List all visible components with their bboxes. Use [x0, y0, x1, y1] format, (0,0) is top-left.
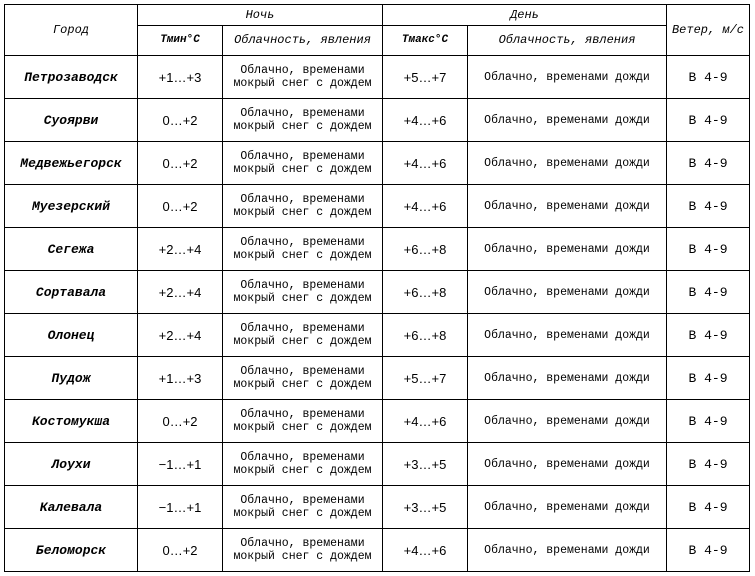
header-night: Ночь [138, 5, 383, 26]
cell-tmin: +2…+4 [138, 271, 223, 314]
header-cloud-day: Облачность, явления [468, 26, 667, 56]
cell-city: Медвежьегорск [5, 142, 138, 185]
cell-tmin: +1…+3 [138, 357, 223, 400]
cell-city: Калевала [5, 486, 138, 529]
cell-day-cloud: Облачно, временами дожди [468, 228, 667, 271]
cell-tmax: +5…+7 [383, 357, 468, 400]
cell-tmin: 0…+2 [138, 400, 223, 443]
cell-day-cloud: Облачно, временами дожди [468, 185, 667, 228]
cell-city: Костомукша [5, 400, 138, 443]
table-row [5, 56, 750, 99]
table-row [5, 228, 750, 271]
cell-city: Сегежа [5, 228, 138, 271]
cell-city: Муезерский [5, 185, 138, 228]
table-row [5, 400, 750, 443]
cell-tmin: 0…+2 [138, 185, 223, 228]
table-row [5, 529, 750, 572]
cell-wind: В 4-9 [667, 529, 750, 572]
cell-tmax: +4…+6 [383, 185, 468, 228]
cell-tmin: 0…+2 [138, 142, 223, 185]
cell-wind: В 4-9 [667, 142, 750, 185]
cell-wind: В 4-9 [667, 314, 750, 357]
cell-night-cloud: Облачно, временами мокрый снег с дождем [223, 400, 383, 443]
cell-day-cloud: Облачно, временами дожди [468, 99, 667, 142]
cell-tmax: +4…+6 [383, 529, 468, 572]
table-row [5, 443, 750, 486]
cell-city: Сортавала [5, 271, 138, 314]
cell-day-cloud: Облачно, временами дожди [468, 529, 667, 572]
table-body [5, 56, 750, 572]
cell-night-cloud: Облачно, временами мокрый снег с дождем [223, 529, 383, 572]
cell-wind: В 4-9 [667, 486, 750, 529]
header-cloud-night: Облачность, явления [223, 26, 383, 56]
cell-wind: В 4-9 [667, 443, 750, 486]
cell-night-cloud: Облачно, временами мокрый снег с дождем [223, 314, 383, 357]
cell-tmin: −1…+1 [138, 443, 223, 486]
table-row [5, 314, 750, 357]
cell-tmax: +4…+6 [383, 142, 468, 185]
table-row [5, 99, 750, 142]
cell-day-cloud: Облачно, временами дожди [468, 400, 667, 443]
cell-tmin: +2…+4 [138, 228, 223, 271]
cell-city: Суоярви [5, 99, 138, 142]
cell-tmax: +4…+6 [383, 400, 468, 443]
cell-day-cloud: Облачно, временами дожди [468, 142, 667, 185]
cell-city: Олонец [5, 314, 138, 357]
cell-day-cloud: Облачно, временами дожди [468, 486, 667, 529]
cell-night-cloud: Облачно, временами мокрый снег с дождем [223, 357, 383, 400]
cell-tmin: +2…+4 [138, 314, 223, 357]
cell-tmin: −1…+1 [138, 486, 223, 529]
cell-day-cloud: Облачно, временами дожди [468, 443, 667, 486]
cell-night-cloud: Облачно, временами мокрый снег с дождем [223, 56, 383, 99]
header-day: День [383, 5, 667, 26]
cell-city: Пудож [5, 357, 138, 400]
forecast-table [4, 4, 750, 572]
cell-wind: В 4-9 [667, 271, 750, 314]
cell-wind: В 4-9 [667, 400, 750, 443]
cell-tmax: +6…+8 [383, 314, 468, 357]
cell-wind: В 4-9 [667, 185, 750, 228]
cell-tmax: +6…+8 [383, 228, 468, 271]
cell-night-cloud: Облачно, временами мокрый снег с дождем [223, 443, 383, 486]
cell-city: Петрозаводск [5, 56, 138, 99]
cell-city: Лоухи [5, 443, 138, 486]
header-tmin: Тмин°С [138, 26, 223, 56]
header-city: Город [5, 5, 138, 56]
cell-tmax: +4…+6 [383, 99, 468, 142]
cell-day-cloud: Облачно, временами дожди [468, 271, 667, 314]
cell-tmax: +3…+5 [383, 443, 468, 486]
cell-night-cloud: Облачно, временами мокрый снег с дождем [223, 99, 383, 142]
cell-day-cloud: Облачно, временами дожди [468, 56, 667, 99]
table-row [5, 486, 750, 529]
cell-day-cloud: Облачно, временами дожди [468, 357, 667, 400]
cell-wind: В 4-9 [667, 228, 750, 271]
table-row [5, 142, 750, 185]
table-row [5, 357, 750, 400]
cell-night-cloud: Облачно, временами мокрый снег с дождем [223, 185, 383, 228]
cell-wind: В 4-9 [667, 56, 750, 99]
cell-night-cloud: Облачно, временами мокрый снег с дождем [223, 271, 383, 314]
cell-day-cloud: Облачно, временами дожди [468, 314, 667, 357]
header-tmax: Тмакс°С [383, 26, 468, 56]
cell-night-cloud: Облачно, временами мокрый снег с дождем [223, 486, 383, 529]
cell-city: Беломорск [5, 529, 138, 572]
cell-tmax: +6…+8 [383, 271, 468, 314]
table-row [5, 271, 750, 314]
cell-tmin: 0…+2 [138, 99, 223, 142]
cell-tmin: +1…+3 [138, 56, 223, 99]
cell-night-cloud: Облачно, временами мокрый снег с дождем [223, 228, 383, 271]
cell-tmax: +3…+5 [383, 486, 468, 529]
cell-tmax: +5…+7 [383, 56, 468, 99]
table-row [5, 185, 750, 228]
cell-tmin: 0…+2 [138, 529, 223, 572]
cell-wind: В 4-9 [667, 357, 750, 400]
header-wind: Ветер, м/с [667, 5, 750, 56]
cell-wind: В 4-9 [667, 99, 750, 142]
cell-night-cloud: Облачно, временами мокрый снег с дождем [223, 142, 383, 185]
